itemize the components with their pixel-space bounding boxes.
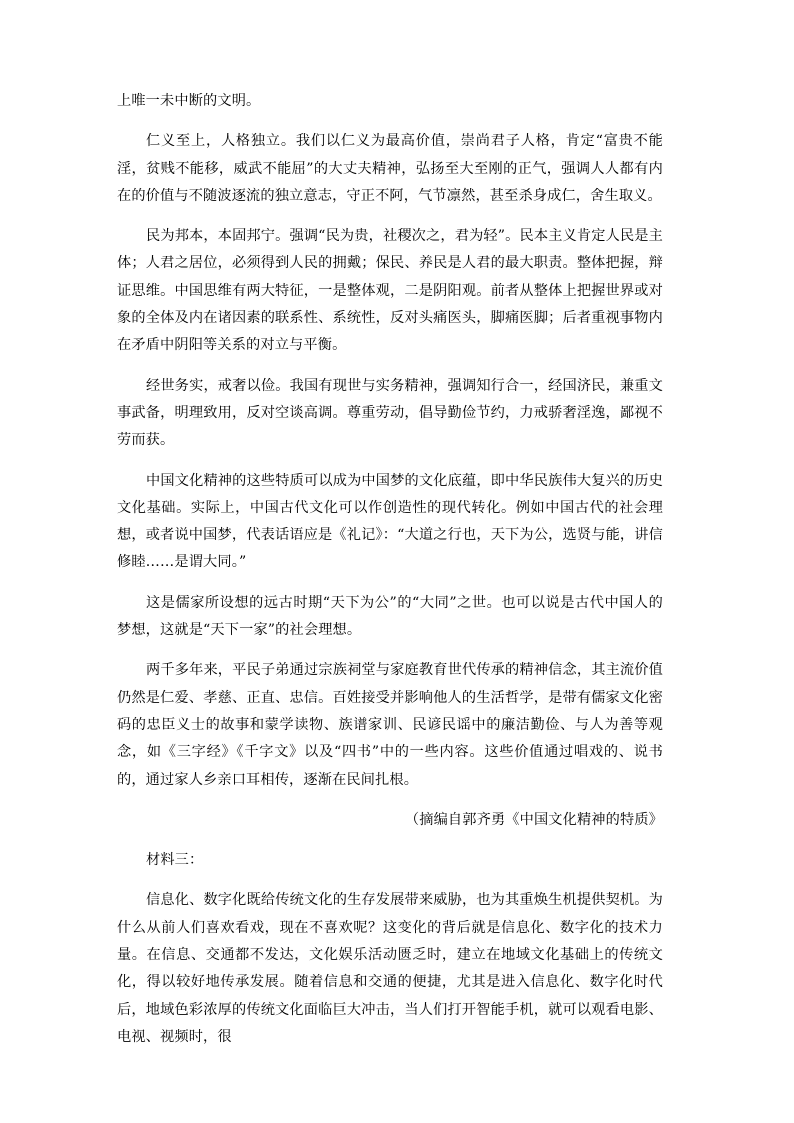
paragraph-minben: 民为邦本，本固邦宁。强调“民为贵，社稷次之，君为轻”。民本主义肯定人民是主体；人君之居位，必须得到人民的拥戴；保民、养民是人君的最大职责。整体把握，辩证思维。中国思维有两大特征，一是整体观，二是阴阳观。前者从整体上把握世界或对象的全体及内在诸因素的联系性、系统性，反对头痛医头，脚痛医脚；后者重视事物内在矛盾中阴阳等关系的对立与平衡。 (117, 228, 663, 354)
section-heading-material-three: 材料三： (146, 852, 204, 869)
document-page (117, 88, 663, 1051)
paragraph-xinxihua: 信息化、数字化既给传统文化的生存发展带来威胁，也为其重焕生机提供契机。为什么从前人们喜欢看戏，现在不喜欢呢？这变化的背后就是信息化、数字化的技术力量。在信息、交通都不发达，文化娱乐活动匮乏时，建立在地域文化基础上的传统文化，得以较好地传承发展。随着信息和交通的便捷，尤其是进入信息化、数字化时代后，地域色彩浓厚的传统文化面临巨大冲击，当人们打开智能手机，就可以观看电影、电视、视频时，很 (117, 892, 663, 1045)
paragraph-jingshi: 经世务实，戒奢以俭。我国有现世与实务精神，强调知行合一，经国济民，兼重文事武备，明理致用，反对空谈高调。尊重劳动，倡导勤俭节约，力戒骄奢淫逸，鄙视不劳而获。 (117, 377, 663, 449)
paragraph-zhongguomeng: 中国文化精神的这些特质可以成为中国梦的文化底蕴，即中华民族伟大复兴的历史文化基础。实际上，中国古代文化可以作创造性的现代转化。例如中国古代的社会理想，或者说中国梦，代表话语应是《礼记》：“大道之行也，天下为公，选贤与能，讲信修睦……是谓大同。” (117, 472, 663, 571)
paragraph-renyi: 仁义至上，人格独立。我们以仁义为最高价值，崇尚君子人格，肯定“富贵不能淫，贫贱不能移，威武不能屈”的大丈夫精神，弘扬至大至刚的正气，强调人人都有内在的价值与不随波逐流的独立意志，守正不阿，气节凛然，甚至杀身成仁，舍生取义。 (117, 133, 663, 204)
paragraph-continuation: 上唯一未中断的文明。 (117, 93, 261, 109)
source-citation: （摘编自郭齐勇《中国文化精神的特质》 (404, 811, 663, 828)
paragraph-chuancheng: 两千多年来，平民子弟通过宗族祠堂与家庭教育世代传承的精神信念，其主流价值仍然是仁爱、孝慈、正直、忠信。百姓接受并影响他人的生活哲学，是带有儒家文化密码的忠臣义士的故事和蒙学读物、族谱家训、民谚民谣中的廉洁勤俭、与人为善等观念，如《三字经》《千字文》以及“四书”中的一些内容。这些价值通过唱戏的、说书的，通过家人乡亲口耳相传，逐渐在民间扎根。 (117, 662, 663, 788)
paragraph-datong: 这是儒家所设想的远古时期“天下为公”的“大同”之世。也可以说是古代中国人的梦想，这就是“天下一家”的社会理想。 (117, 594, 663, 639)
